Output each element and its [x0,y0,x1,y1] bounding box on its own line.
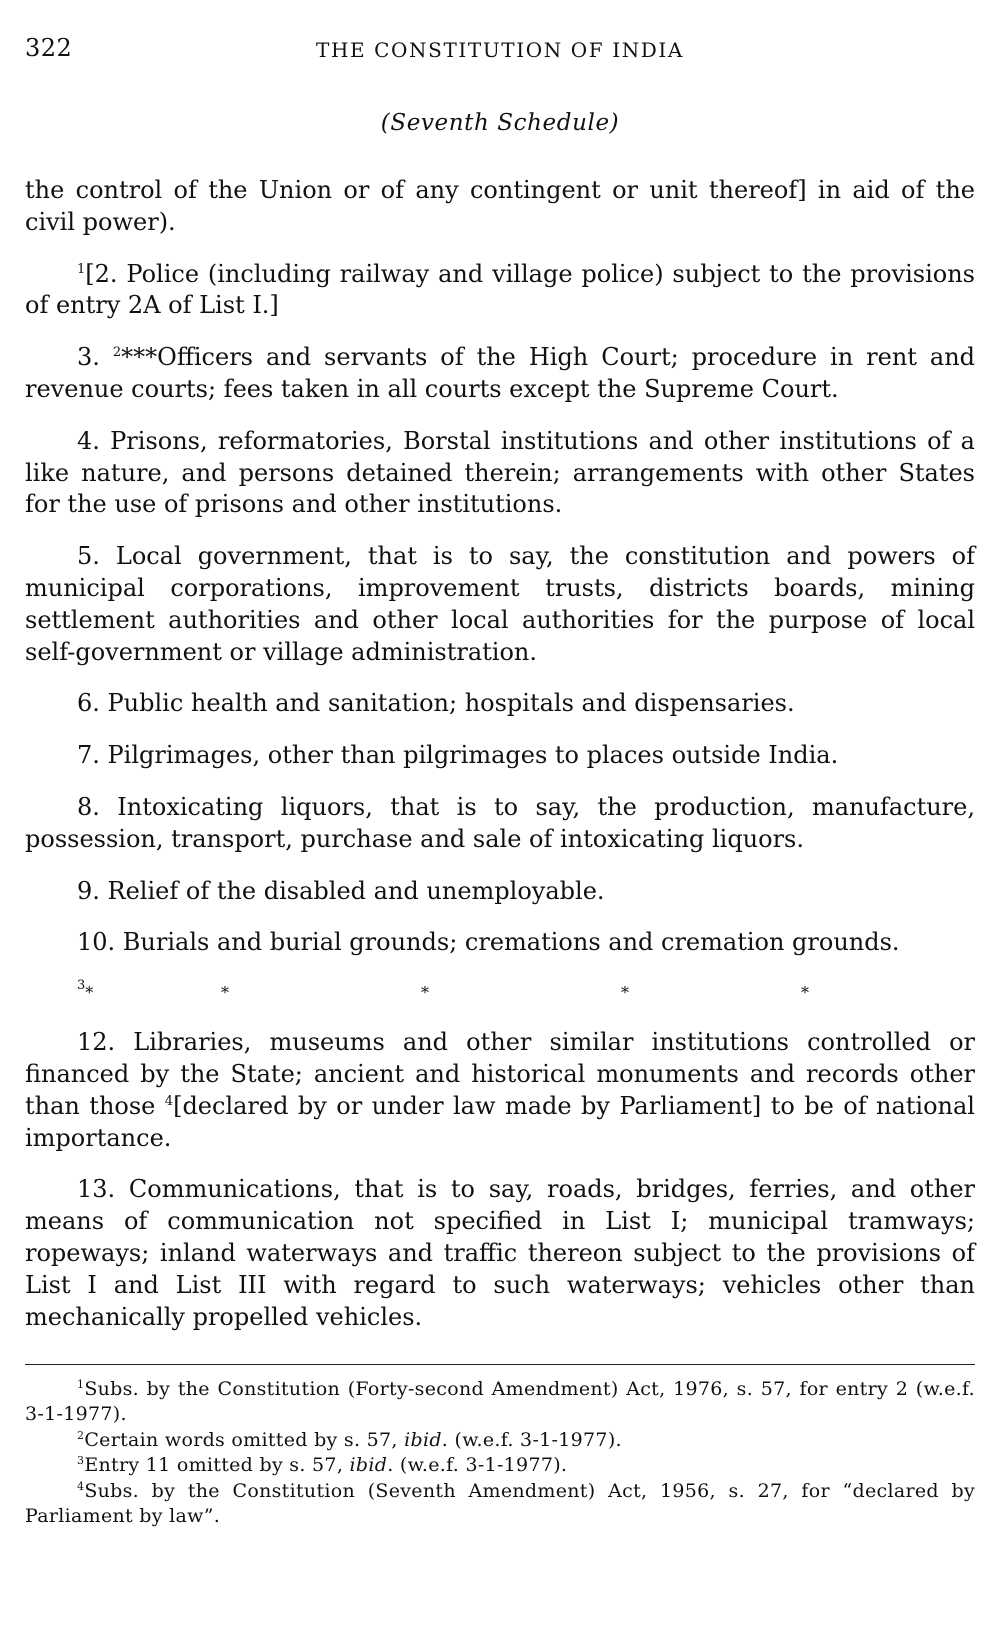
page-header [25,34,975,68]
footnote-ref-1: 1 [77,261,86,277]
entry-3 [25,342,975,406]
continuation-paragraph: the control of the Union or of any contingent or unit thereof] in aid of the civil power). [25,176,975,236]
footnote-divider [25,1364,975,1365]
body-text [25,175,975,1353]
omission-star-1: $^3$ * [77,978,94,1003]
footnote-2: $^2$Certain words omitted by s. 57, ibid. (w.e.f. 3-1-1977). [77,1428,622,1451]
footnote-ref-3: 3 [77,978,86,994]
entry-3-prefix: 3. [77,343,113,372]
entry-2-text: [2. Police (including railway and village police) subject to the provisions of entry 2A of List I.] [25,259,975,320]
running-title: THE CONSTITUTION OF INDIA [316,38,684,62]
omission-star-4: * [621,983,629,1003]
entry-6: 6. Public health and sanitation; hospitals and dispensaries. [77,689,795,718]
page-number: 322 [25,34,73,62]
entry-5: 5. Local government, that is to say, the constitution and powers of municipal corporations, improvement trusts, districts boards, mining settlement authorities and other local authorities for the purpose of local self-government or village administration. [25,542,975,666]
footnote-3: $^3$Entry 11 omitted by s. 57, ibid. (w.e.f. 3-1-1977). [77,1454,568,1477]
omission-star-2: * [221,983,229,1003]
entry-10: 10. Burials and burial grounds; cremations and cremation grounds. [77,928,900,957]
footnote-ref-4: 4 [164,1093,174,1109]
omission-star-3: * [421,983,429,1003]
entry-12: 12. Libraries, museums and other similar institutions controlled or financed by the State; ancient and historical monuments and records other than those $^4$[declared by or under law made by Parliament] to be of national importance. [25,1028,975,1152]
entry-9: 9. Relief of the disabled and unemployable. [77,876,605,905]
footnote-1: $^1$Subs. by the Constitution (Forty-second Amendment) Act, 1976, s. 57, for entry 2 (w.e.f. 3-1-1977). [25,1378,975,1426]
entry-8: 8. Intoxicating liquors, that is to say, the production, manufacture, possession, transport, purchase and sale of intoxicating liquors. [25,792,975,853]
entry-13: 13. Communications, that is to say, roads, bridges, ferries, and other means of communication not specified in List I; municipal tramways; ropeways; inland waterways and traffic thereon subject to the provisions of List I and List III with regard to such waterways; vehicles other than mechanically propelled vehicles. [25,1175,975,1331]
omission-asterisks [25,977,975,1003]
schedule-heading: (Seventh Schedule) [380,110,620,136]
footnote-ref-2: 2 [112,345,122,361]
footnote-4: $^4$Subs. by the Constitution (Seventh Amendment) Act, 1956, s. 27, for “declared by Parliament by law”. [25,1479,975,1528]
omission-star-5: * [801,983,809,1003]
entry-4: 4. Prisons, reformatories, Borstal institutions and other institutions of a like nature, and persons detained therein; arrangements with other States for the use of prisons and other institutions. [25,426,975,519]
footnotes [25,1377,975,1529]
document-page [25,0,975,1650]
entry-7: 7. Pilgrimages, other than pilgrimages to places outside India. [77,741,839,770]
entry-2 [25,259,975,323]
entry-3-text: ***Officers and servants of the High Court; procedure in rent and revenue courts; fees taken in all courts except the Supreme Court. [25,343,976,403]
